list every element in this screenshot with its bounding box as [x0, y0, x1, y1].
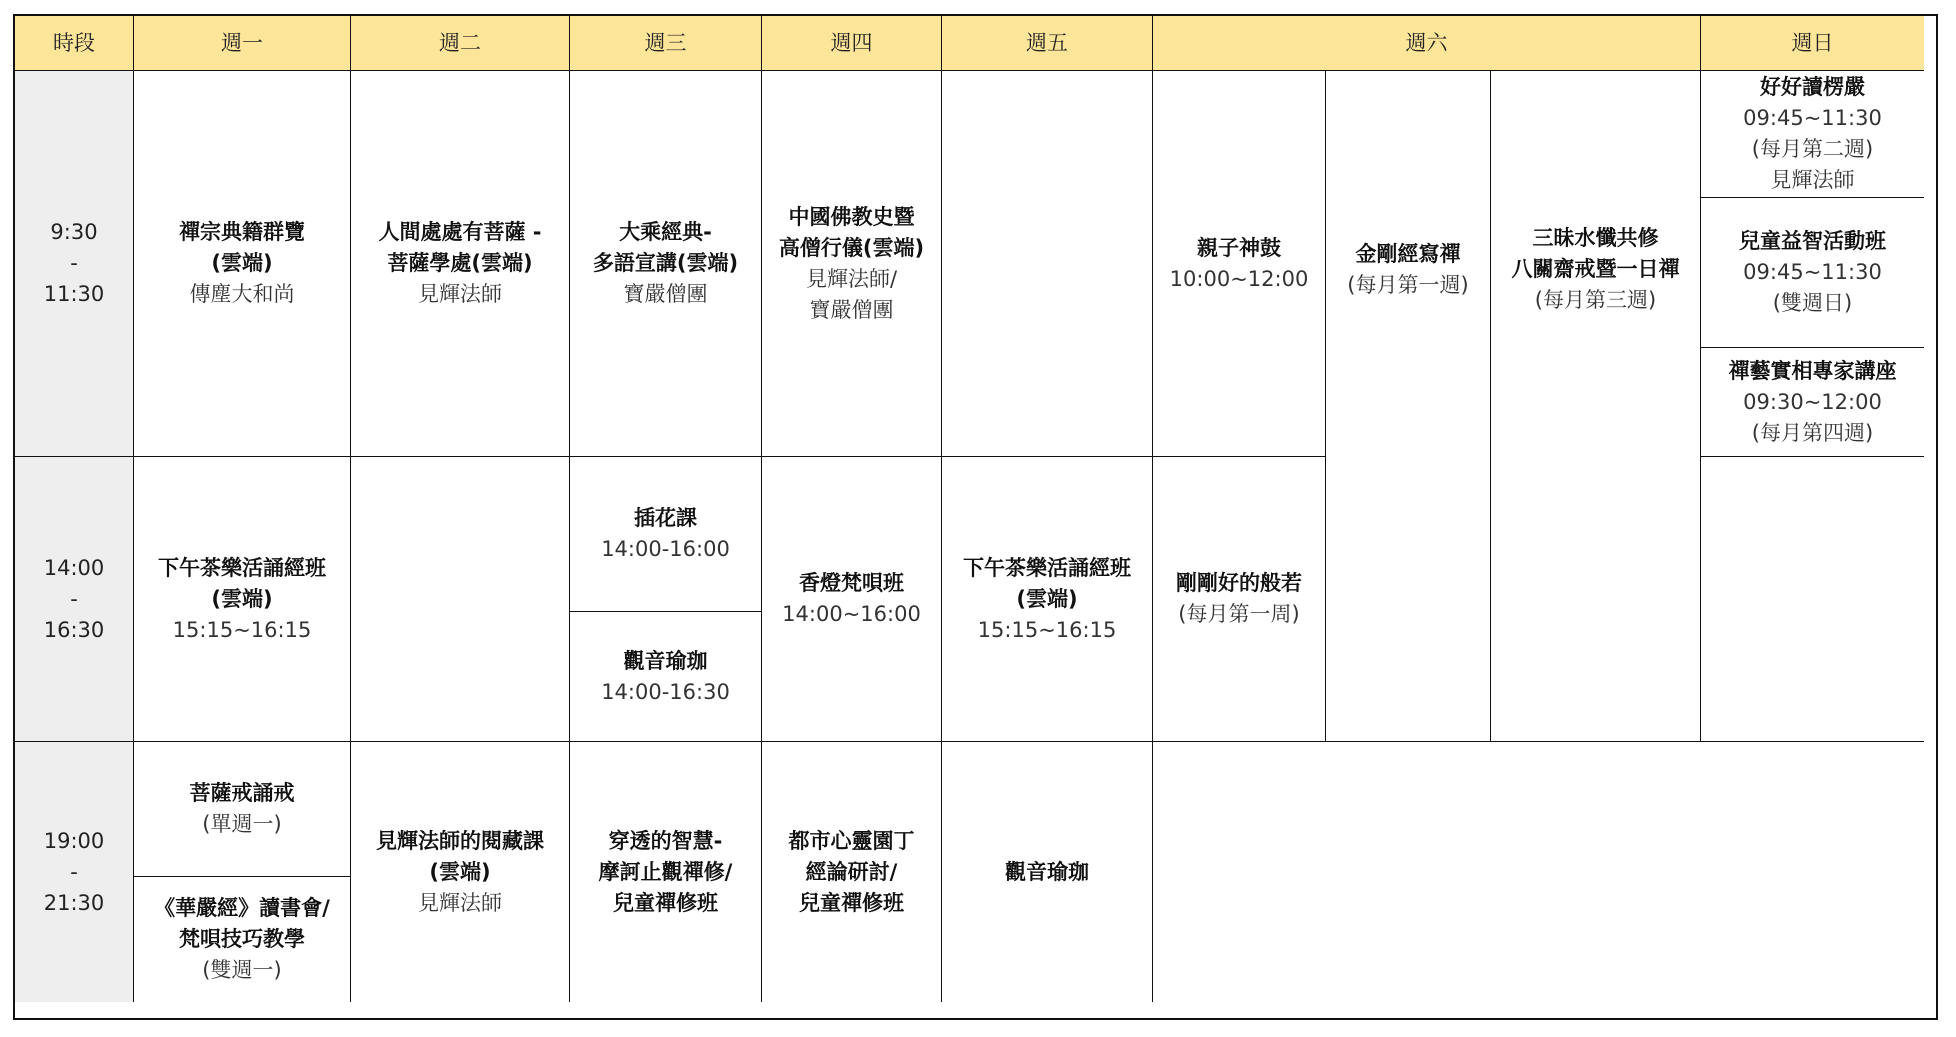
class-title: 插花課: [634, 506, 697, 530]
class-title: 多語宣講(雲端): [592, 251, 739, 275]
class-weekend-evening-empty: [1153, 742, 1924, 1002]
class-subtitle: (雲端): [211, 251, 273, 275]
class-title: 穿透的智慧-: [608, 828, 723, 853]
class-time: 15:15~16:15: [977, 617, 1117, 642]
class-title: 兒童禪修班: [799, 890, 904, 915]
header-sunday-label: 週日: [1791, 30, 1834, 55]
class-title: 菩薩戒誦戒: [189, 781, 295, 805]
header-wednesday-label: 週三: [644, 30, 687, 55]
time-start: 14:00: [43, 555, 105, 580]
class-sun-afternoon-empty: [1701, 457, 1924, 742]
class-wed-flower: [570, 457, 762, 612]
class-title: 經論研討/: [805, 859, 898, 884]
class-title: 人間處處有菩薩 -: [378, 220, 542, 244]
class-teacher: 見輝法師/: [805, 266, 898, 291]
header-monday: [134, 16, 351, 71]
class-mon-morning: [134, 71, 351, 457]
class-title: 好好讀楞嚴: [1760, 75, 1865, 99]
class-note: (單週一): [202, 812, 282, 836]
class-title: 八關齋戒暨一日禪: [1511, 257, 1680, 281]
header-time-label: 時段: [53, 30, 95, 55]
class-mon-afternoon: [134, 457, 351, 742]
class-mon-evening-2: [134, 877, 351, 1002]
header-friday: [942, 16, 1153, 71]
class-wed-evening: [570, 742, 762, 1002]
class-title: 香燈梵唄班: [799, 571, 904, 595]
class-subtitle: (雲端): [1016, 586, 1078, 611]
class-title: 菩薩學處(雲端): [387, 251, 533, 275]
class-title: 見輝法師的閱藏課: [376, 828, 544, 853]
class-title: 下午茶樂活誦經班: [963, 555, 1131, 580]
class-subtitle: (雲端): [429, 859, 491, 884]
class-teacher: 傳塵大和尚: [189, 282, 295, 306]
class-teacher: 見輝法師: [1770, 168, 1855, 192]
class-fri-evening: [942, 742, 1153, 1002]
class-sat-repentance: [1491, 71, 1701, 742]
class-title: 剛剛好的般若: [1176, 571, 1302, 595]
header-tuesday: [351, 16, 570, 71]
class-title: 三昧水懺共修: [1532, 226, 1659, 250]
class-teacher: 寶嚴僧團: [809, 297, 894, 322]
class-title: 下午茶樂活誦經班: [158, 555, 326, 580]
class-teacher: 見輝法師: [418, 890, 502, 915]
class-note: (每月第三週): [1534, 288, 1657, 312]
header-saturday-label: 週六: [1405, 30, 1448, 55]
class-subtitle: (雲端): [211, 586, 273, 611]
class-mon-evening-1: [134, 742, 351, 877]
class-thu-evening: [762, 742, 942, 1002]
class-tue-morning: [351, 71, 570, 457]
class-title: 《華嚴經》讀書會/: [154, 896, 330, 920]
class-sun-shurangama: [1701, 71, 1924, 198]
class-title: 金剛經寫禪: [1355, 242, 1461, 266]
class-note: (每月第一周): [1178, 602, 1300, 626]
class-teacher: 見輝法師: [418, 282, 502, 306]
header-saturday: [1153, 16, 1701, 71]
header-thursday: [762, 16, 942, 71]
class-note: (每月第二週): [1751, 137, 1874, 161]
class-title: 梵唄技巧教學: [179, 927, 305, 951]
class-title: 觀音瑜珈: [623, 648, 708, 673]
header-friday-label: 週五: [1026, 30, 1068, 55]
class-title: 摩訶止觀禪修/: [598, 859, 733, 884]
class-note: (每月第一週): [1347, 273, 1469, 297]
time-separator: -: [70, 251, 78, 275]
time-slot-morning: [15, 71, 134, 457]
class-title: 高僧行儀(雲端): [778, 235, 925, 260]
class-note: (每月第四週): [1751, 420, 1874, 445]
class-time: 15:15~16:15: [172, 617, 312, 642]
class-sun-lecture: [1701, 348, 1924, 457]
class-sat-morning: [1153, 71, 1326, 457]
class-title: 中國佛教史暨: [788, 204, 915, 229]
time-slot-evening: [15, 742, 134, 1002]
class-title: 禪宗典籍群覽: [179, 220, 305, 244]
time-separator: -: [70, 586, 78, 611]
header-thursday-label: 週四: [830, 30, 873, 55]
time-end: 21:30: [43, 890, 105, 915]
class-time: 14:00~16:00: [782, 602, 921, 626]
class-fri-afternoon: [942, 457, 1153, 742]
class-title: 兒童禪修班: [613, 890, 718, 915]
class-title: 兒童益智活動班: [1739, 229, 1886, 253]
class-note: (雙週一): [202, 958, 282, 982]
time-start: 9:30: [50, 220, 98, 244]
time-end: 16:30: [43, 617, 105, 642]
class-fri-morning-empty: [942, 71, 1153, 457]
class-wed-morning: [570, 71, 762, 457]
class-time: 09:45~11:30: [1743, 260, 1882, 284]
class-thu-afternoon: [762, 457, 942, 742]
class-time: 14:00-16:30: [601, 679, 730, 704]
header-monday-label: 週一: [221, 30, 263, 55]
class-wed-yoga: [570, 612, 762, 742]
class-sat-afternoon: [1153, 457, 1326, 742]
class-title: 親子神鼓: [1197, 235, 1281, 260]
class-time: 09:45~11:30: [1743, 106, 1882, 130]
header-tuesday-label: 週二: [439, 30, 481, 55]
schedule-table: [13, 14, 1938, 1020]
class-time: 09:30~12:00: [1743, 389, 1882, 414]
class-thu-morning: [762, 71, 942, 457]
header-sunday: [1701, 16, 1924, 71]
class-title: 大乘經典-: [619, 220, 712, 244]
class-title: 禪藝實相專家講座: [1728, 358, 1897, 383]
class-time: 14:00-16:00: [601, 537, 730, 561]
class-note: (雙週日): [1772, 291, 1853, 315]
time-slot-afternoon: [15, 457, 134, 742]
class-title: 都市心靈園丁: [788, 828, 915, 853]
class-tue-evening: [351, 742, 570, 1002]
time-end: 11:30: [43, 282, 105, 306]
class-teacher: 寶嚴僧團: [623, 282, 708, 306]
class-sun-children: [1701, 198, 1924, 348]
time-separator: -: [70, 859, 78, 884]
header-time: [15, 16, 134, 71]
header-wednesday: [570, 16, 762, 71]
class-title: 觀音瑜珈: [1005, 859, 1089, 884]
class-tue-afternoon-empty: [351, 457, 570, 742]
class-time: 10:00~12:00: [1169, 266, 1309, 291]
class-sat-diamond-sutra: [1326, 71, 1491, 742]
time-start: 19:00: [43, 828, 105, 853]
